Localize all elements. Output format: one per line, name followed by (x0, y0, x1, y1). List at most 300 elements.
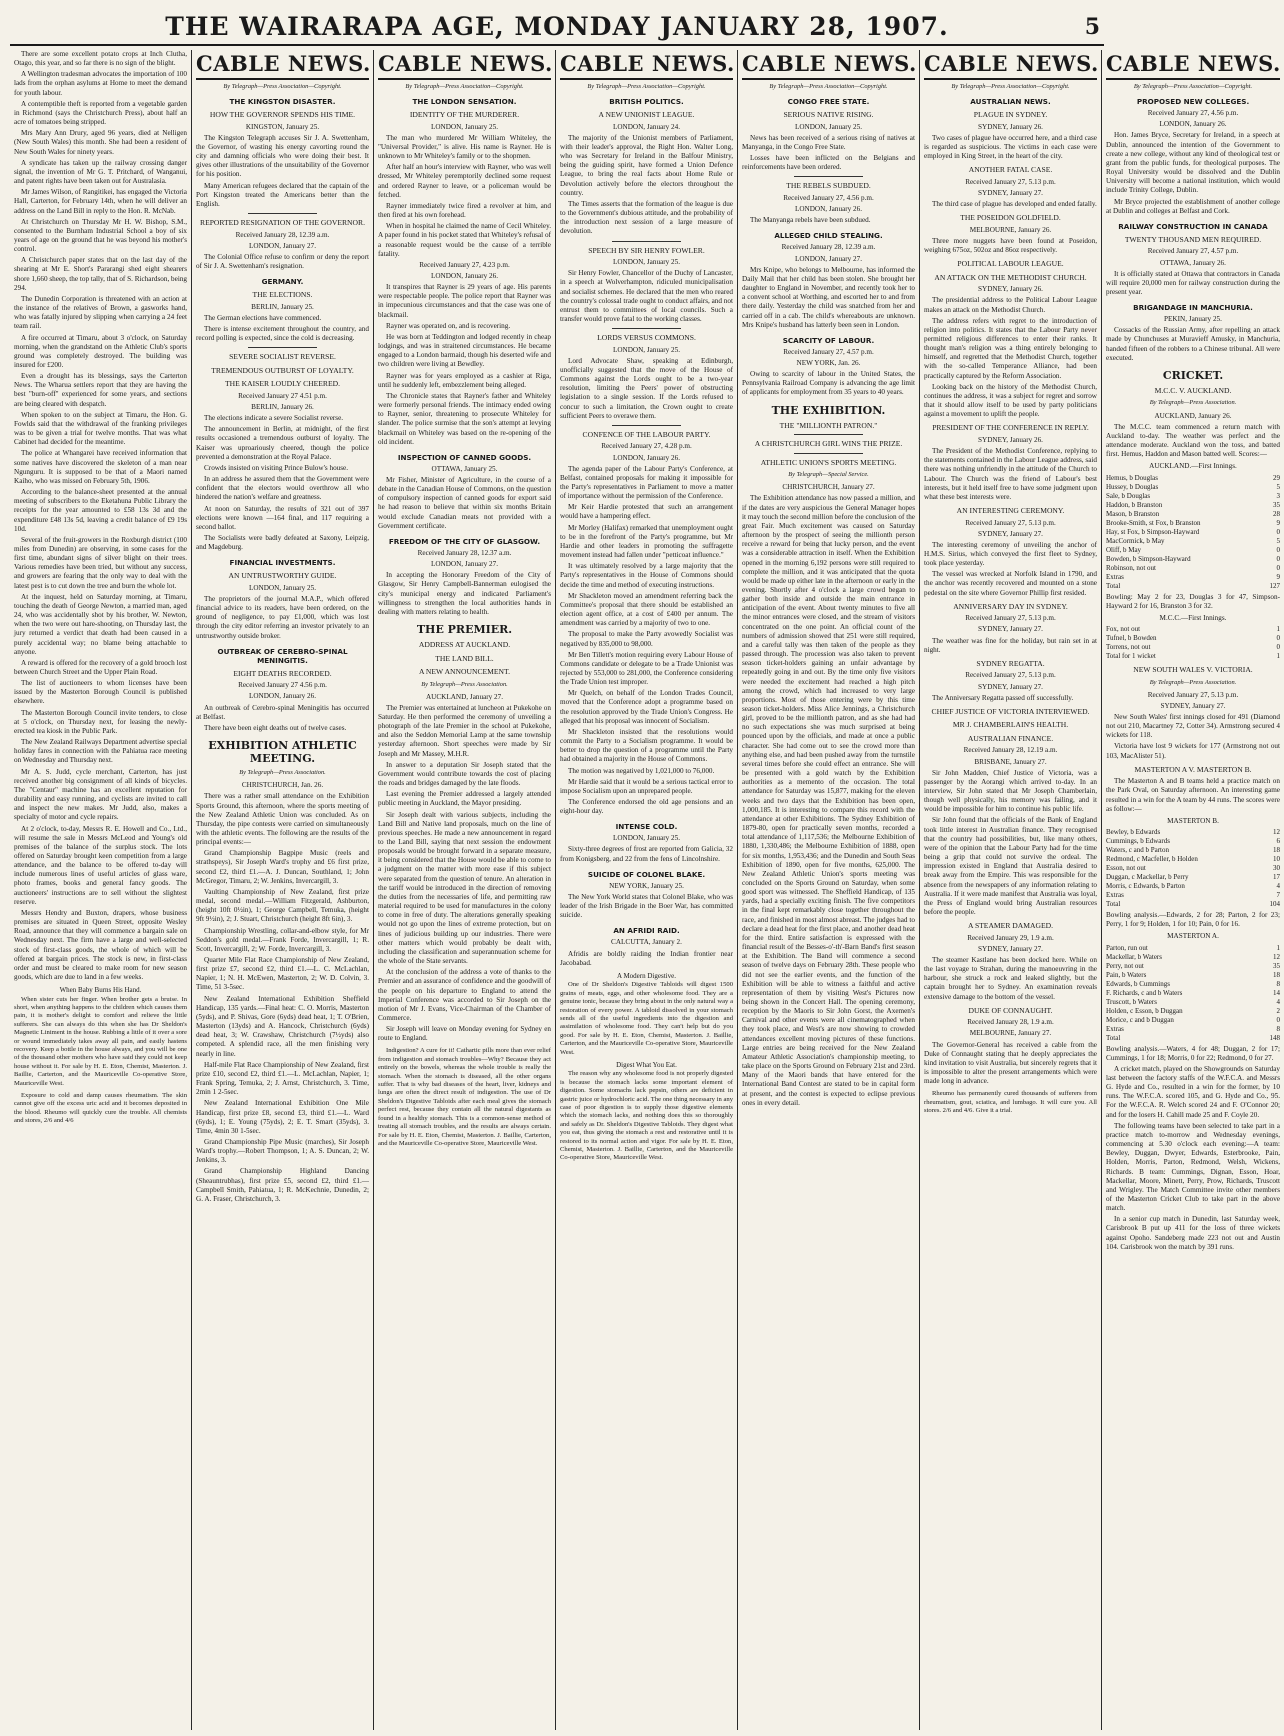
headline: SUICIDE OF COLONEL BLAKE. (587, 869, 706, 879)
advert-heading: A Modern Digestive. (617, 971, 676, 980)
paragraph: Victoria have lost 9 wickets for 177 (Armstrong not out 103, MacAlister 51). (1106, 742, 1280, 760)
dateline: LONDON, January 26. (430, 272, 499, 280)
scorecard-row (1106, 555, 1280, 564)
local-news-item: At Christchurch on Thursday Mr H. W. Bishop, S.M., consented to the Burnham Industrial School a boy of six years of age on the ground that he was beyond his mother's control. (14, 217, 187, 254)
scorecard-row (1106, 944, 1280, 953)
scorecard-row (1106, 900, 1280, 909)
subheadline: ANNIVERSARY DAY IN SYDNEY. (953, 601, 1068, 611)
batsman: Morice, c and b Duggan (1106, 1015, 1174, 1024)
paragraph: The proprietors of the journal M.A.P., which offered financial advice to its readers, have been ordered, on the ground of negligence, to pay £1,000, which was lost through the city editor referring an investor privately to an untrustworthy outside broker. (196, 594, 369, 640)
scorecard-row (1106, 962, 1280, 971)
paragraph: Rayner immediately twice fired a revolver at him, and then fired at his own forehead. (378, 201, 551, 220)
scorecard-auckland (1106, 474, 1280, 591)
paragraph: The New York World states that Colonel Blake, who was leader of the Irish Brigade in the Boer War, has committed suicide. (560, 892, 733, 920)
cable-news-heading: CABLE NEWS. (742, 50, 915, 80)
batsman: Hemus, b Douglas (1106, 473, 1158, 482)
dateline: LONDON, January 25. (430, 122, 499, 131)
dateline: SYDNEY, January 26. (978, 122, 1043, 131)
local-news-item: A Wellington tradesman advocates the importation of 100 lads from the orphan asylums at Home to meet the demand for youth labour. (14, 70, 187, 97)
dateline: LONDON, January 27. (248, 241, 317, 250)
page-number: 5 (1084, 14, 1100, 40)
scorecard-heading: M.C.C.—First Innings. (1159, 613, 1227, 622)
dateline: BERLIN, January 25. (251, 302, 314, 311)
dateline: SYDNEY, January 27. (1160, 701, 1226, 710)
subheadline: A NEW ANNOUNCEMENT. (418, 667, 511, 676)
dateline: CALCUTTA, January 2. (611, 938, 682, 947)
scorecard-row (1106, 625, 1280, 634)
batsman: Parton, run out (1106, 943, 1148, 952)
paragraph: Sir John Madden, Chief Justice of Victoria, was a passenger by the Aorangi which arrived to-day. In an interview, Sir John stated that Mr Joseph Chamberlain, though well physically, his memory was failing, and it would be impossible for him to continue his public life. (924, 768, 1097, 814)
runs: 8 (1276, 1024, 1280, 1033)
bowling-analysis: Bowling analysis.—Waters, 4 for 48; Duggan, 2 for 17; Cummings, 1 for 18; Morris, 0 for 22; Redmond, 0 for 27. (1106, 1044, 1280, 1062)
local-news-item: The Masterton Borough Council invite tenders, to close at 5 o'clock, on Thursday next, for leasing the newly-erected tea kiosk in the Public Park. (14, 708, 187, 735)
paragraph: The proposal to make the Party avowedly Socialist was negatived by 835,000 to 98,000. (560, 630, 733, 648)
batsman: Holden, c Esson, b Duggan (1106, 1006, 1183, 1015)
scorecard-row (1106, 998, 1280, 1007)
scorecard-row (1106, 855, 1280, 864)
batsman: Torrens, not out (1106, 643, 1151, 651)
scorecard-row (1106, 989, 1280, 998)
received-line: Received January 27, 4.56 p.m. (1147, 109, 1239, 118)
headline: OUTBREAK OF CEREBRO-SPINAL MENINGITIS. (217, 646, 348, 665)
received-line: Received January 28, 1.9 a.m. (967, 1018, 1054, 1027)
paragraph: The vessel was wrecked at Norfolk Island in 1790, and the anchor was recently recovered and mounted on a stone pedestal on the site where Governor Phillip first resided. (924, 570, 1097, 597)
paragraph: The Exhibition attendance has now passed a million, and if the dates are very auspicious the General Manager hopes it may touch the second million before the conclusion of the great Fair. Much excitement was caused on Saturday afternoon by the prospect of seeing the millionth person receive a reward for being that lucky person, and the event was a considerable attraction in itself. When the Exhibition opened in the morning 6,192 persons were still required to complete the million, and it was anticipated that the quota would be made up either late in the afternoon or early in the evening. Shortly after 4 o'clock a large crowd began to gather both inside and outside the main entrance in anticipation of the event. About twenty minutes to five all the minor entrances were closed, and the stream of visitors concentrated on the one point. An official count of the numbers of admission showed that 251 were still required, and a careful tally was then taken of the people as they passed through. The procession was also taken to prevent season ticket-holders gaining an unfair advantage by repeatedly going in and out. By the time only five visitors were needed the excitement had reached a high pitch among the crowd, which had increased to very large proportions. Most of those entering were by this time season ticket-holders. Miss Alice Jennings, a Christchurch girl, proved to be the millionth patron, and as she had had no such expectations she was much surprised at being pounced upon by the officials, and made at once a public character. She had come out to see the crowd more than anything else, and had been pushed away from the turnstile several times before she could effect an entrance. She will be presented with a gold watch by the Exhibition authorities as a memento of the occasion. The total attendance for Saturday was 15,877, making for the eleven weeks and two days that the Exhibition has been open, 1,000,185. It is interesting to compare this record with the attendance at other Exhibitions. The Sydney Exhibition of 1879-80, open for practically seven months, recorded a total attendance of 1,117,536; the Melbourne Exhibition of 1880, 1,330,486; the Melbourne Exhibition of 1888, open for six months, 1,953,436; and the Dunedin and South Seas Exhibition of 1890, open for five months, 625,000. The New Zealand Athletic Union's sports meeting was concluded on the Sports Ground on Saturday, when some good sport was witnessed. The Sheffield Handicap, of 135 yards, had a specially exciting finish. The five competitors in the final kept remarkably close together throughout the race, and finished in most almost abreast. The judges had to declare a dead heat for the first place, and another dead heat for the third. Entire satisfaction is expressed with the financial result of the Besses-o'-th'-Barn Band's first season at the Exhibition. The Band will commence a second season of twelve days on February 28th. These people who did not see the earlier events, and the function of the Exhibition will be able to witness a faithful and active representation of them by visiting West's Pictures now being shown in the Concert Hall. The opening ceremony, reception by the Maoris to Sir John Gorst, the Axemen's Carnival and other events were all cinematographed when they took place, and West's are now showing to crowded attendances excellent moving pictures of these functions. Large entries are being received for the New Zealand Amateur Athletic Association's championship meeting, to take place on the Sports Ground on February 21st and 23rd. Many of the Maori bands that have entered for the International Band Contest are stated to be in capital form at present, and the contest is expected to eclipse previous ones in every detail. (742, 494, 915, 1107)
paragraph: Mr Hardie said that it would be a serious tactical error to impose Socialism upon an unprepared people. (560, 777, 733, 795)
dateline: SYDNEY, January 27. (978, 529, 1043, 538)
scorecard-row (1106, 643, 1280, 652)
headline: INSPECTION OF CANNED GOODS. (397, 452, 532, 462)
headline: AUSTRALIAN NEWS. (970, 97, 1051, 107)
subheadline: THE POSEIDON GOLDFIELD. (960, 213, 1061, 223)
paragraph: Owing to scarcity of labour in the United States, the Pennsylvania Railroad Company is advancing the age limit of applicants for employment from 35 years to 40 years. (742, 370, 915, 397)
paragraph: The elections indicate a severe Socialist reverse. (204, 414, 344, 423)
subheadline: CHIEF JUSTICE OF VICTORIA INTERVIEWED. (931, 706, 1090, 716)
batsman: Robinson, not out (1106, 563, 1156, 572)
cable-news-heading: CABLE NEWS. (196, 50, 369, 80)
runs: 7 (1276, 891, 1280, 900)
runs: 0 (1276, 545, 1280, 554)
paragraph: Sir Henry Fowler, Chancellor of the Duchy of Lancaster, in a speech at Wolverhampton, ridiculed municipalisation and socialist schemes. He declared that the men who reared the country's colossal trade ought to conduct affairs, and not entrust them to committees of local councils. Such a transfer would prove fatal to the working classes. (560, 269, 733, 323)
subheadline: POLITICAL LABOUR LEAGUE. (957, 259, 1064, 269)
dateline: LONDON, January 26. (248, 692, 317, 701)
subheadline: AUSTRALIAN FINANCE. (967, 733, 1054, 743)
paragraph: The steamer Kastlane has been docked here. While on the last voyage to Strahan, during the manoeuvring in the harbour, she struck a rock and leaked slightly, but the captain brought her to Sydney. An examination reveals extensive damage to the bottom of the vessel. (924, 955, 1097, 1001)
runs: 10 (1273, 855, 1280, 864)
local-news-item: The list of auctioneers to whom licenses have been issued by the Masterton Borough Council is published elsewhere. (14, 679, 187, 706)
advert-text: The reason why any wholesome food is not properly digested is because the stomach lacks some important element of digestion. Some stomachs lack pepsin, others are deficient in gastric juice or hydrochloric acid. The one thing necessary in any case of poor digestion is to supply those digestive elements which the stomach lacks, and nothing does this so thoroughly and safely as Dr. Sheldon's Digestive Tabloids. They digest what you eat, thus giving the stomach a rest and restorative until it is restored to its normal action and vigor. For sale by H. E. Eton, Chemist, Masterton. J. Baillie, Carterton, and the Mauriceville Co-operative Store, Mauriceville West. (560, 1070, 733, 1162)
divider (794, 434, 863, 435)
received-line: Received January 27, 5.13 p.m. (965, 518, 1056, 527)
paragraph: Mr Shackleton moved an amendment referring back the Committee's proposal that there should be established an election agent office, at a cost of £400 per annum. The amendment was carried by a majority of two to one. (560, 591, 733, 628)
runs: 0 (1276, 563, 1280, 572)
runs: 0 (1276, 1015, 1280, 1024)
paragraph: In accepting the Honorary Freedom of the City of Glasgow, Sir Henry Campbell-Bannerman eulogised the city's municipal energy and indicated Parliament's willingness to strengthen the local authorities hands in dealing with matters relating to health. (378, 571, 551, 616)
paragraph: Crowds insisted on visiting Prince Bulow's house. (204, 463, 349, 472)
batsman: Hussey, b Douglas (1106, 482, 1159, 491)
batsman: Duggan, c Mackellar, b Perry (1106, 873, 1189, 882)
paragraph: Looking back on the history of the Methodist Church, continues the address, it was a subject for regret and sorrow that it should allow itself to be used by party politicians against a movement to uplift the people. (924, 382, 1097, 419)
batsman: Pain, b Waters (1106, 970, 1147, 979)
runs: 14 (1273, 988, 1280, 997)
runs: 9 (1276, 572, 1280, 581)
dateline: LONDON, January 27. (794, 254, 863, 263)
cable-byline: By Telegraph—Press Association—Copyright. (587, 83, 706, 90)
batsman: Extras (1106, 1024, 1124, 1033)
paragraph: In a senior cup match in Dunedin, last Saturday week, Carisbrook B put up 411 for the loss of three wickets against Opoho. Sandeberg made 223 not out and Austin 104. Carisbrook won the match by 391 runs. (1106, 1215, 1280, 1251)
dateline: SYDNEY, January 26. (978, 285, 1043, 294)
received-line: Received January 27, 4.23 p.m. (419, 260, 510, 269)
dateline: KINGSTON, January 25. (245, 122, 320, 131)
paragraph: Quarter Mile Flat Race Championship of New Zealand, first prize £7, second £2, third £1.—L. C. McLachlan, Napier, 1; N. H. McEwen, Masterton, 2; W. D. Colvin, 3. Time, 51 3-5sec. (196, 956, 369, 992)
scorecard-heading: MASTERTON B. (1167, 816, 1219, 825)
dateline: PEKIN, January 25. (1164, 315, 1222, 324)
paragraph: Sir Joseph dealt with various subjects, including the Land Bill and Native land proposals, much on the line of previous speeches. He made a new announcement in regard to the Land Bill, saying that next session the endowment proposals would be brought forward in a separate measure, it being considered that the House would be able to come to a judgment on the matter with more ease if this subject were separated from the question of tenure. An alteration in the tariff would be introduced in the direction of removing the duties from the necessaries of life, and permitting raw material required to be used for manufactures in the colony to come in free of duty. The alterations generally speaking would not go upon the lines of extreme protection, but on lines of judicious building up our industries. There were other matters which would probably be dealt with, including the classification and superannuation scheme for the whole of the State servants. (378, 810, 551, 966)
runs: 1 (1276, 943, 1280, 952)
local-news-item: Several of the fruit-growers in the Roxburgh district (100 miles from Dunedin) are observing, in some cases for the first time, abundant signs of silver blight on their trees. Various remedies have been tried, but without any success, and growers are fearing that the only way to deal with the latest pest is to cut down the tree and burn the whole lot. (14, 535, 187, 590)
advert-liniment (14, 986, 187, 1088)
dateline: LONDON, January 25. (794, 122, 863, 131)
runs: 6 (1276, 837, 1280, 846)
subheadline: SYDNEY REGATTA. (976, 658, 1045, 668)
scorecard-row (1106, 873, 1280, 882)
runs: 8 (1276, 979, 1280, 988)
scorecard-row (1106, 864, 1280, 873)
local-news-paragraphs (14, 50, 187, 982)
batsman: Esson, not out (1106, 864, 1146, 873)
paragraph: Mr Quelch, on behalf of the London Trades Council, moved that the Conference adopt a programme based on the resolution approved by the Trade Union's Congress. He alleged that his proposal was innocent of Socialism. (560, 689, 733, 725)
dateline: NEW YORK, Jan. 26. (796, 358, 861, 367)
dateline: MELBOURNE, January 27. (969, 1029, 1052, 1038)
batsman: Morris, c Edwards, b Parton (1106, 882, 1185, 891)
local-news-item: Messrs Hendry and Buxton, drapers, whose business premises are situated in Queen Street, opposite Wesley Road, announce that they will commence a bargain sale on Wednesday next. The firm have a large and well-selected stock of first-class goods, the whole of which will be offered at bargain prices. The stock is new, in first-class order and must be cleared to make room for new season goods, which are due to land in a few weeks. (14, 908, 187, 981)
dateline: BERLIN, January 26. (251, 402, 314, 411)
dateline: SYDNEY, January 27. (978, 682, 1043, 691)
paragraph: Grand Championship Pipe Music (marches), Sir Joseph Ward's trophy.—Robert Thompson, 1; A. S. Duncan, 2; W. Jenkins, 3. (196, 1137, 369, 1165)
batsman: Mason, b Branston (1106, 509, 1160, 518)
paragraph: There was a rather small attendance on the Exhibition Sports Ground, this afternoon, where the sports meeting of the New Zealand Athletic Union was concluded. As on Thursday, the pipe contests were carried on simultaneously with the athletic events. The following are the results of the principal events:— (196, 792, 369, 847)
byline: By Telegraph—Special Service. (788, 471, 869, 479)
paragraph: Cossacks of the Russian Army, after repelling an attack made by Chunchuses at Muravieff Amusky, in Manchuria, handed fifteen of the robbers to a Chinese tribunal. All were executed. (1106, 326, 1280, 362)
local-news-item: At the inquest, held on Saturday morning, at Timaru, touching the death of George Newton, a married man, aged 24, who was accidentally shot by his brother, W. Newton, when the two were out hare-shooting, on Thursday last, the jury returned a verdict that death had been caused in a purely accidental way; no blame being attachable to anyone. (14, 592, 187, 656)
divider (248, 347, 317, 348)
divider (248, 213, 317, 214)
masthead (10, 8, 1104, 46)
column-local-news (10, 50, 192, 1730)
batsman: Haddon, b Branston (1106, 500, 1163, 509)
runs: 35 (1273, 500, 1280, 509)
batsman: Waters, c and b Parton (1106, 846, 1169, 855)
headline: GERMANY. (261, 277, 304, 287)
paragraph: Mr Morley (Halifax) remarked that unemployment ought to be in the forefront of the Party's programme, but Mr Hardie and other leaders in promoting the suffragette movement instead had fallen under "petticoat influence." (560, 523, 733, 560)
paragraph: Mr Shackleton insisted that the resolutions would commit the Party to a Socialism programme. It would be better to drop the question of a programme until the Party had obtained a majority in the House of Commons. (560, 727, 733, 764)
cable-news-heading: CABLE NEWS. (1106, 50, 1280, 80)
paragraph: Half-mile Flat Race Championship of New Zealand, first prize £10, second £2, third £1.—L. McLachlan, Napier, 1; Frank Spring, Temuka, 2; J. Arnst, Christchurch, 3. Time, 2min 1 2-5sec. (196, 1060, 369, 1097)
advert-liniment-heading: When Baby Burns His Hand. (59, 986, 142, 995)
paragraph: Hon. James Bryce, Secretary for Ireland, in a speech at Dublin, announced the intention of the Government to create a new college, without any kind of theological test or grant from the public funds, for theological purposes. The Royal University would be dissolved and the Dublin University will become a national institution, which would include Trinity College, Dublin. (1106, 131, 1280, 195)
advert-text: Indigestion? A cure for it! Cathartic pills more than ever relief from indigestion and stomach troubles—Why? Because they act entirely on the bowels, whereas the whole trouble is really the stomach. When the stomach is diseased, all the other organs suffer. That is why bad diseases of the heart, liver, kidneys and lungs are often the direct result of indigestion. The use of Dr Sheldon's Digestive Tabloids after each meal gives the stomach perfect rest, because they contain all the natural digestants as found in a healthy stomach. This is a common-sense method of treating all stomach troubles, and the results are always certain. For sale by H. E. Eton, Chemist, Masterton. J. Baillie, Carterton, and the Mauriceville Co-operative Store, Mauriceville West. (378, 1047, 551, 1147)
paragraph: Lord Advocate Shaw, speaking at Edinburgh, unofficially suggested that the move of the House of Commons against the Lords ought to be a two-year resolution, limiting the Peers' power of obstructing legislation to a single session. If the Lords refused to concur to such a limitation, the Crown ought to create sufficient Peers to overawe them. (560, 356, 733, 420)
divider (612, 241, 681, 242)
headline: BRIGANDAGE IN MANCHURIA. (1133, 303, 1253, 313)
scorecard-row (1106, 492, 1280, 501)
batsman: Cummings, b Edwards (1106, 837, 1170, 846)
paragraph: Grand Championship Bagpipe Music (reels and strathspeys), Sir Joseph Ward's trophy and £6 first prize, second £2, third £1.—A. J. Duncan, Southland, 1; John McGregor, Timaru, 2; W. Jenkins, Invercargill, 3. (196, 849, 369, 885)
local-news-item: A Christchurch paper states that on the last day of the shearing at Mr E. Short's Pararangi shed eight shearers shore 1,660 sheep, the top tally, that of S. Richardson, being 294. (14, 256, 188, 292)
paragraph: Mr Fisher, Minister of Agriculture, in the course of a debate in the Canadian House of Commons, on the question of compulsory inspection of canned goods for export said he had reason to believe that within six months Britain would exclude Canadian meats not provided with a Government certificate. (378, 475, 551, 530)
dateline: AUCKLAND, January 27. (425, 692, 504, 701)
subheadline: A NEW UNIONIST LEAGUE. (598, 110, 695, 120)
paragraph: After half an hour's interview with Rayner, who was well dressed, Mr Whiteley peremptorily declined some request and ordered Rayner to leave, or a policeman would be fetched. (378, 163, 551, 199)
advert-modern-digestive (560, 972, 733, 1057)
local-news-item: At 2 o'clock, to-day, Messrs R. E. Howell and Co., Ltd., will resume the sale in Messrs McLeod and Young's old premises of the balance of the surplus stock. The lots offered on Saturday brought keen competition from a large attendance, and the balance to be offered to-day will include numerous lines of useful articles of glass ware, photo frames, books and general fancy goods. The auctioneers' instructions are to sell without the slightest reserve. (14, 824, 187, 906)
dateline: LONDON, January 25. (248, 583, 317, 592)
runs: 30 (1273, 864, 1280, 873)
dateline: LONDON, January 24. (612, 122, 681, 131)
scorecard-row (1106, 1016, 1280, 1025)
column-cable-news-6 (1102, 50, 1284, 1730)
runs: 17 (1273, 873, 1280, 882)
local-news-item: Mr A. S. Judd, cycle merchant, Carterton, has just received another big consignment of all kinds of bicycles. The "Centaur" machine has an excellent reputation for durability and easy running, and cyclists are invited to call and inspect the new makes. Mr Judd, also, makes a specialty of motor and cycle repairs. (14, 767, 187, 822)
batsman: F. Richards, c and b Waters (1106, 988, 1183, 997)
subheadline: MASTERTON A V. MASTERTON B. (1134, 764, 1252, 774)
subheadline: MR J. CHAMBERLAIN'S HEALTH. (952, 720, 1069, 730)
batsman: Extras (1106, 891, 1124, 900)
paragraph: The presidential address to the Political Labour League makes an attack on the Methodist Church. (924, 296, 1097, 314)
runs: 28 (1273, 509, 1280, 518)
runs: 12 (1273, 828, 1280, 837)
subheadline: AN INTERESTING CEREMONY. (956, 506, 1065, 515)
subheadline: ADDRESS AT AUCKLAND. (418, 640, 511, 649)
paragraph: Sir Joseph will leave on Monday evening for Sydney en route to England. (378, 1025, 551, 1043)
scorecard-row (1106, 882, 1280, 891)
subheadline: A CHRISTCHURCH GIRL WINS THE PRIZE. (754, 439, 903, 449)
subheadline: TWENTY THOUSAND MEN REQUIRED. (1124, 234, 1262, 244)
paragraph: At the conclusion of the address a vote of thanks to the Premier and an assurance of confidence and the goodwill of the people on his departure to England to attend the Imperial Conference was accorded to Sir Joseph on the motion of Mr J. Evans, Vice-Chairman of the Chamber of Commerce. (378, 968, 551, 1022)
local-news-item: Even a drought has its blessings, says the Carterton News. The Wharua settlers report that they are having the best "burn-off" experienced for some years, and sections are being cleared with despatch. (14, 372, 187, 408)
local-news-item: The New Zealand Railways Department advertise special holiday fares in connection with the Pahiatua race meeting on Wednesday and Thursday next. (14, 738, 187, 765)
batsman: Tufnel, b Bowden (1106, 634, 1157, 642)
scorecard-row (1106, 953, 1280, 962)
cable-byline: By Telegraph—Press Association—Copyright. (405, 83, 524, 90)
batsman: Oliff, b May (1106, 545, 1142, 554)
subheadline: M.C.C. V. AUCKLAND. (1154, 385, 1232, 395)
paragraph: The address refers with regret to the introduction of religion into politics. It states that the Labour Party never permitted religious differences to enter their ranks. It thought man's religion was a thing entirely belonging to himself, and regretted that the Methodist Church, together with the so-called Temperance Alliance, had been practically captured by the Reform Association. (924, 316, 1097, 380)
dateline: CHRISTCHURCH, January 27. (782, 483, 875, 492)
paragraph: Vaulting Championship of New Zealand, first prize medal, second medal.—William Fitzgerald, Ashburton, (height 10ft 0½in), 1; George Campbell, Temuka, (height 9ft 9½in), 2; J. Stuart, Christchurch (height 8ft 6in), 3. (196, 887, 369, 924)
paragraph: Championship Wrestling, collar-and-elbow style, for Mr Seddon's gold medal.—Frank Forde, Invercargill, 1; R. Scott, Invercargill, 2; W. Forde, Invercargill, 3. (196, 926, 369, 953)
paragraph: The agenda paper of the Labour Party's Conference, at Belfast, contained proposals for making it impossible for the Party's representatives in Parliament to move a matter of importance without the permission of the Conference. (560, 464, 733, 501)
batsman: Bewley, b Edwards (1106, 828, 1161, 837)
scorecard-heading: AUCKLAND.—First Innings. (1149, 462, 1237, 471)
paragraph: Last evening the Premier addressed a largely attended public meeting in Auckland, the Mayor presiding. (378, 790, 551, 808)
cable-news-heading: CABLE NEWS. (924, 50, 1097, 80)
batsman: Hay, st Fox, b Simpson-Hayward (1106, 527, 1200, 536)
paragraph: The Anniversary Regatta passed off successfully. (932, 693, 1074, 702)
batsman: Edwards, b Cummings (1106, 979, 1170, 988)
headline: INTENSE COLD. (615, 822, 678, 832)
received-line: Received January 29, 1.9 a.m. (967, 933, 1054, 942)
runs: 9 (1276, 518, 1280, 527)
runs: 127 (1269, 581, 1280, 590)
cable-byline: By Telegraph—Press Association—Copyright. (951, 83, 1070, 90)
scorecard-row (1106, 828, 1280, 837)
scorecard-row (1106, 474, 1280, 483)
dateline: SYDNEY, January 27. (978, 188, 1043, 197)
scorecard-row (1106, 546, 1280, 555)
paragraph: Mr Keir Hardie protested that such an arrangement would have a hampering effect. (560, 503, 733, 521)
paragraph: The majority of the Unionist members of Parliament, with their leader's approval, the Right Hon. Walter Long, who was Secretary for Ireland in the Balfour Ministry, being the guiding spirit, have formed a Union Defence League, to bring the real facts about Home Rule or Devolution actively before the electors throughout the country. (560, 133, 733, 197)
column-cable-news-4 (738, 50, 920, 1730)
paragraph: Grand Championship Highland Dancing (Sheauntrubhas), first prize £5, second £2, third £1.—Campbell Smith, Pahiatua, 1; R. McKechnie, Dunedin, 2; G. A. Fraser, Christchurch, 3. (196, 1167, 369, 1203)
local-news-item: Mrs Mary Ann Drury, aged 96 years, died at Nelligen (New South Wales) this month. She had been a resident of New South Wales for ninety years. (14, 129, 187, 156)
paragraph: An outbreak of Cerebro-spinal Meningitis has occurred at Belfast. (196, 703, 369, 721)
columns (10, 50, 1281, 1730)
dateline: OTTAWA, January 26. (1160, 258, 1226, 267)
paragraph: Rayner was operated on, and is recovering. (386, 321, 511, 330)
subheadline: TREMENDOUS OUTBURST OF LOYALTY. (211, 365, 354, 375)
dateline: AUCKLAND, January 26. (1154, 411, 1232, 420)
subheadline: THE ELECTIONS. (252, 290, 313, 300)
cable-byline: By Telegraph—Press Association—Copyright. (1133, 83, 1253, 90)
cable-news-heading: CABLE NEWS. (560, 50, 733, 80)
paragraph: It is officially stated at Ottawa that contractors in Canada will require 20,000 men for railway construction during the present year. (1106, 269, 1280, 296)
scorecard-row (1106, 652, 1280, 661)
received-line: Received January 28, 12.39 a.m. (781, 243, 876, 252)
paragraph: The following teams have been selected to take part in a practice match to-morrow and Wednesday evenings, commencing at 5.30 o'clock each evening:—A team: Bewley, Duggan, Dwyer, Edwards, Esterbrooke, Pain, Holden, Morris, Parton, Redmond, Welsh, Wickens, Richards. B team: Cummings, Dignan, Esson, Hoar, Mackellar, Moore, Minett, Perry, Prow, Richards, Truscott and Wrigley. The Match Committee invite other members of the Masterton Cricket Club to take part in the above match. (1106, 1121, 1280, 1213)
local-news-item: According to the balance-sheet presented at the annual meeting of subscribers to the Eketahuna Public Library the receipts for the year amounted to £58 13s 3d and the expenditure £48 13s 5d, leaving a credit balance of £9 19s 10d. (14, 488, 187, 533)
paragraph: Sir John found that the officials of the Bank of England took little interest in Australian finance. They recognised that the country had possibilities, but, like many others, were of the opinion that the Labour Party had for the time being a grip that could not survive the ordeal. The impression existed in England that Australia desired to break away from the Empire. This was responsible for the absence from the newspapers of any information relating to Australia. If it were made manifest that Australia was loyal, the Press of England would bring Australian resources before the people. (924, 816, 1097, 916)
paragraph: News has been received of a serious rising of natives at Manyanga, in the Congo Free State. (742, 133, 915, 151)
runs: 1 (1276, 625, 1280, 633)
subheadline: AN ATTACK ON THE METHODIST CHURCH. (934, 272, 1087, 282)
dateline: LONDON, January 25. (612, 345, 681, 354)
subheadline: SERIOUS NATIVE RISING. (783, 110, 874, 120)
received-line: Received January 27 4.56 p.m. (238, 681, 327, 690)
paragraph: The German elections have commenced. (204, 313, 322, 322)
headline-large: CRICKET. (1162, 368, 1224, 382)
subheadline: IDENTITY OF THE MURDERER. (409, 110, 520, 120)
paragraph: Mr Ben Tillett's motion requiring every Labour House of Commons candidate or delegate to be a Trade Unionist was rejected by 553,000 to 281,000, the Conference considering the Trade Union test improper. (560, 650, 733, 687)
paragraph: The Premier was entertained at luncheon at Pukekohe on Saturday. He then performed the ceremony of unveiling a photograph of the late Premier in the school at Pukekohe, and also the Seddon Memorial Lamp at the same township yesterday afternoon. Short speeches were made by Sir Joseph and Mr Massey, M.H.R. (378, 703, 551, 758)
paragraph: He was born at Teddington and lodged recently in cheap lodgings, and was in straitened circumstances. He became engaged to a London barmaid, though his deserted wife and two children were living at Bewdley. (378, 332, 551, 369)
bowling-analysis: Bowling analysis.—Edwards, 2 for 28; Parton, 2 for 23; Perry, 1 for 9; Holden, 1 for 10; Pain, 0 for 16. (1106, 911, 1280, 929)
subheadline: HOW THE GOVERNOR SPENDS HIS TIME. (209, 110, 356, 120)
dateline: NEW YORK, January 25. (609, 881, 684, 890)
scorecard-row (1106, 564, 1280, 573)
received-line: Received January 27, 5.13 p.m. (965, 614, 1056, 623)
paragraph: There is intense excitement throughout the country, and record polling is expected, since the cold is decreasing. (196, 325, 369, 343)
headline-large: THE EXHIBITION. (771, 403, 886, 417)
headline: FREEDOM OF THE CITY OF GLASGOW. (388, 536, 541, 546)
headline: AN AFRIDI RAID. (613, 926, 680, 936)
batsman: Truscott, b Waters (1106, 997, 1157, 1006)
runs: 104 (1269, 900, 1280, 909)
byline: By Telegraph—Press Association. (1149, 399, 1237, 407)
dateline: BRISBANE, January 27. (974, 757, 1047, 766)
paragraph: New Zealand International Exhibition One Mile Handicap, first prize £8, second £3, third £1.—L. Ward (6yds), 1; E. Young (75yds), 2; E. T. Smart (35yds), 3. Time, 4min 30 1-5sec. (196, 1099, 369, 1135)
paragraph: The Conference endorsed the old age pensions and an eight-hour day. (560, 798, 733, 816)
runs: 35 (1273, 961, 1280, 970)
runs: 12 (1273, 952, 1280, 961)
paragraph: Afridis are boldly raiding the Indian frontier near Jacobabad. (560, 949, 733, 967)
headline: THE LONDON SENSATION. (412, 97, 517, 107)
scorecard-row (1106, 891, 1280, 900)
runs: 5 (1276, 482, 1280, 491)
subheadline: ANOTHER FATAL CASE. (968, 165, 1053, 175)
received-line: Received January 27, 4.57 p.m. (783, 347, 874, 356)
scorecard-row (1106, 837, 1280, 846)
subheadline: A STEAMER DAMAGED. (967, 921, 1053, 931)
headline: THE KINGSTON DISASTER. (229, 97, 336, 107)
paragraph: The man who murdered Mr William Whiteley, the "Universal Provider," is alive. His name is Rayner. He is unknown to Mr Whiteley's family or to the shopmen. (378, 133, 551, 161)
runs: 5 (1276, 536, 1280, 545)
local-news-item: There are some excellent potato crops at Inch Clutha, Otago, this year, and so far there is no sign of the blight. (14, 50, 187, 68)
paragraph: Two cases of plague have occurred here, and a third case is regarded as suspicious. The victims in each case were employed in King Street, in the heart of the city. (924, 133, 1097, 161)
batsman: Total for 1 wicket (1106, 652, 1156, 660)
received-line: Received January 27, 5.13 p.m. (965, 177, 1056, 186)
local-news-item: A fire occurred at Timaru, about 3 o'clock, on Saturday morning, when the grandstand on the Athletic Club's sports ground was completely destroyed. The building was insured for £200. (14, 333, 187, 369)
headline-large: EXHIBITION ATHLETIC MEETING. (208, 739, 357, 766)
masthead-title: THE WAIRARAPA AGE, MONDAY JANUARY 28, 1907. (165, 12, 949, 41)
subheadline: SEVERE SOCIALIST REVERSE. (229, 352, 336, 362)
subheadline: REPORTED RESIGNATION OF THE GOVERNOR. (200, 218, 365, 228)
headline: CONGO FREE STATE. (787, 97, 870, 107)
batsman: Brooke-Smith, st Fox, b Branston (1106, 518, 1201, 527)
paragraph: The third case of plague has developed and ended fatally. (932, 200, 1097, 209)
subheadline: THE REBELS SUBDUED. (786, 181, 871, 191)
batsman: Fox, not out (1106, 625, 1141, 633)
cable-news-heading: CABLE NEWS. (378, 50, 551, 80)
subheadline: LORDS VERSUS COMMONS. (597, 333, 696, 343)
scorecard-row (1106, 634, 1280, 643)
paragraph: The Governor-General has received a cable from the Duke of Connaught stating that he deeply appreciates the kind invitation to visit Australia, but sincerely regrets that it is impossible to alter the present arrangements which were made long in advance. (924, 1040, 1097, 1086)
paragraph: At noon on Saturday, the results of 321 out of 397 elections were known —164 final, and 117 requiring a second ballot. (196, 504, 369, 531)
headline: RAILWAY CONSTRUCTION IN CANADA (1118, 221, 1268, 231)
paragraph: The Colonial Office refuse to confirm or deny the report of Sir J. A. Swettenham's resignation. (196, 252, 369, 271)
local-news-item: A contemptible theft is reported from a vegetable garden in Richmond (says the Christchurch Press), about half an acre of tomatoes being stripped. (14, 99, 187, 127)
received-line: Received January 28, 12.19 a.m. (963, 746, 1058, 755)
paragraph: New Zealand International Exhibition Sheffield Handicap, 135 yards.—Final heat: C. O. Morris, Masterton (5yds), and P. Shivas, Gore (6yds) dead heat, 1; T. O'Brien, Masterton (13yds) and A. Hancock, Christchurch (6yds) dead heat, 3; W. Crawshaw, Christchurch (7½yds) also competed. A splendid race, all the men finishing very nearly in line. (196, 994, 369, 1058)
runs: 0 (1276, 634, 1280, 642)
headline: FINANCIAL INVESTMENTS. (229, 558, 336, 568)
local-news-item: The Dunedin Corporation is threatened with an action at the instance of the relatives of Brown, a gasworks hand, who was fatally injured by slipping when carrying a 24 feet team rail. (14, 294, 187, 331)
paragraph: The motion was negatived by 1,021,000 to 76,000. (568, 766, 715, 775)
cable-byline: By Telegraph—Press Association—Copyright. (223, 83, 342, 90)
paragraph: The M.C.C. team commenced a return match with Auckland to-day. The weather was perfect and the attendance moderate. Auckland won the toss, and batted first. Hemus, Haddon and Mason batted well. Scores:— (1106, 422, 1280, 459)
local-news-item: When spoken to on the subject at Timaru, the Hon. G. Fowlds said that the withdrawal of the franking privileges was to be given a trial for twelve months. That was what Cabinet had decided for the meantime. (14, 410, 187, 447)
batsman: Mackellar, b Waters (1106, 952, 1162, 961)
bowling-analysis: Bowling: May 2 for 23, Douglas 3 for 47, Simpson-Hayward 2 for 16, Branston 3 for 32. (1106, 592, 1280, 610)
runs: 0 (1276, 527, 1280, 536)
dateline: LONDON, January 27. (430, 560, 499, 569)
batsman: Total (1106, 1033, 1121, 1042)
received-line: Received January 27, 5.13 p.m. (965, 671, 1056, 680)
paragraph: The Kingston Telegraph accuses Sir J. A. Swettenham, the Governor, of wasting his energy cavorting round the city and damning officials who were doing their best. It gives other illustrations of the unsuitability of the Governor for his position. (196, 133, 369, 179)
scorecard-row (1106, 528, 1280, 537)
subheadline: ATHLETIC UNION'S SPORTS MEETING. (760, 457, 897, 467)
received-line: Received January 28, 12.39 a.m. (235, 230, 330, 239)
scorecard-row (1106, 573, 1280, 582)
paragraph: The Masterton A and B teams held a practice match on the Park Oval, on Saturday afternoon. An interesting game resulted in a win for the A team by 44 runs. The scores were as follow:— (1106, 777, 1280, 813)
runs: 4 (1276, 997, 1280, 1006)
subheadline: THE "MILLIONTH PATRON." (779, 420, 878, 430)
paragraph: Losses have been inflicted on the Belgians and reinforcements have been ordered. (742, 154, 915, 172)
paragraph: New South Wales' first innings closed for 491 (Diamond not out 210, Macartney 72, Cotter 34). Armstrong secured 4 wickets for 118. (1106, 712, 1280, 740)
advert-liniment-text: When sister cuts her finger. When brother gets a bruise. In short, when anything happens to the children which causes them pain, it is mother's delight to comfort and relieve the little sufferers. She can always do this when she has Dr Sheldon's Magnetic Liniment in the house. Rubbing a little of it over a sore or wound immediately takes away all pain, and easily hastens recovery. Keep a bottle in the house always, and you will be one of the thousand other mothers who have said they could not keep house without it. For sale by H. E. Eton, Chemist, Masterton. J. Baillie, Carterton, and the Mauriceville Co-operative Store, Mauriceville West. (14, 995, 187, 1087)
byline: By Telegraph—Press Association. (239, 769, 326, 777)
headline: ALLEGED CHILD STEALING. (774, 231, 883, 241)
